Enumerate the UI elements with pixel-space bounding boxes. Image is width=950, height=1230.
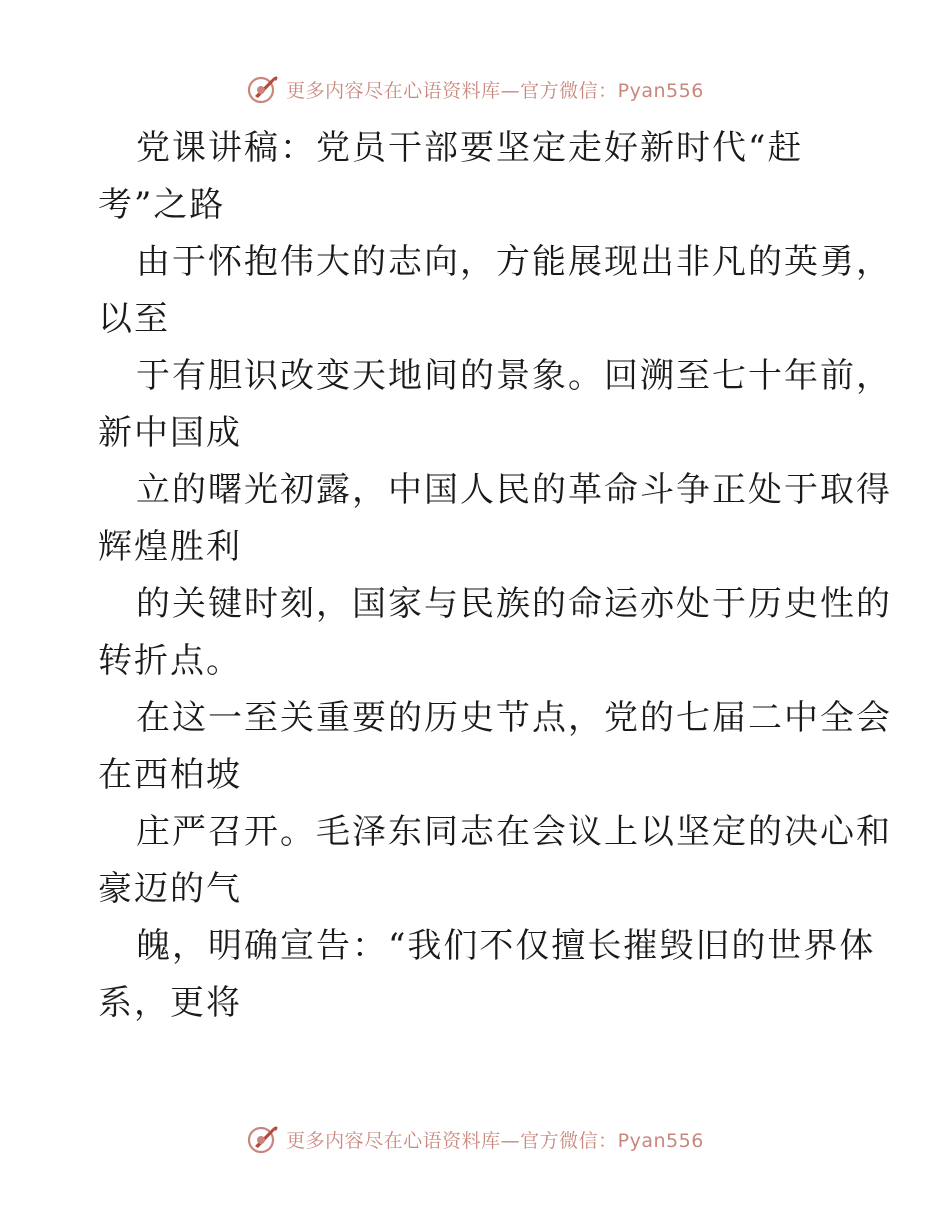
line-rest: 以至 (98, 299, 170, 339)
line-first: 于有胆识改变天地间的景象。回溯至七十年前， (136, 356, 892, 396)
quill-logo-icon (246, 72, 280, 106)
paragraph-line (98, 462, 892, 576)
watermark-text: 更多内容尽在心语资料库—官方微信：Pyan556 (286, 79, 704, 102)
paragraph-line (98, 576, 892, 690)
line-first: 庄严召开。毛泽东同志在会议上以坚定的决心和 (136, 812, 892, 852)
paragraph-line (98, 804, 892, 918)
line-rest: 系，更将 (98, 983, 242, 1023)
line-rest: 辉煌胜利 (98, 527, 242, 567)
line-rest: 豪迈的气 (98, 869, 242, 909)
watermark-text: 更多内容尽在心语资料库—官方微信：Pyan556 (286, 1129, 704, 1152)
line-rest: 在西柏坡 (98, 755, 242, 795)
line-rest: 考”之路 (98, 185, 226, 225)
line-first: 魄，明确宣告：“我们不仅擅长摧毁旧的世界体 (136, 926, 876, 966)
paragraph-line (98, 120, 858, 234)
quill-logo-icon (246, 1122, 280, 1156)
paragraph-line (98, 348, 892, 462)
watermark-top (0, 72, 950, 106)
paragraph-line (98, 690, 892, 804)
line-first: 在这一至关重要的历史节点，党的七届二中全会 (136, 698, 892, 738)
watermark-bottom (0, 1122, 950, 1156)
line-first: 立的曙光初露，中国人民的革命斗争正处于取得 (136, 470, 892, 510)
line-first: 的关键时刻，国家与民族的命运亦处于历史性的 (136, 584, 892, 624)
paragraph-line (98, 234, 892, 348)
document-body (98, 120, 892, 1032)
line-first: 党课讲稿：党员干部要坚定走好新时代“赶 (136, 128, 804, 168)
paragraph-line (98, 918, 876, 1032)
line-rest: 新中国成 (98, 413, 242, 453)
line-rest: 转折点。 (98, 641, 242, 681)
line-first: 由于怀抱伟大的志向，方能展现出非凡的英勇， (136, 242, 892, 282)
